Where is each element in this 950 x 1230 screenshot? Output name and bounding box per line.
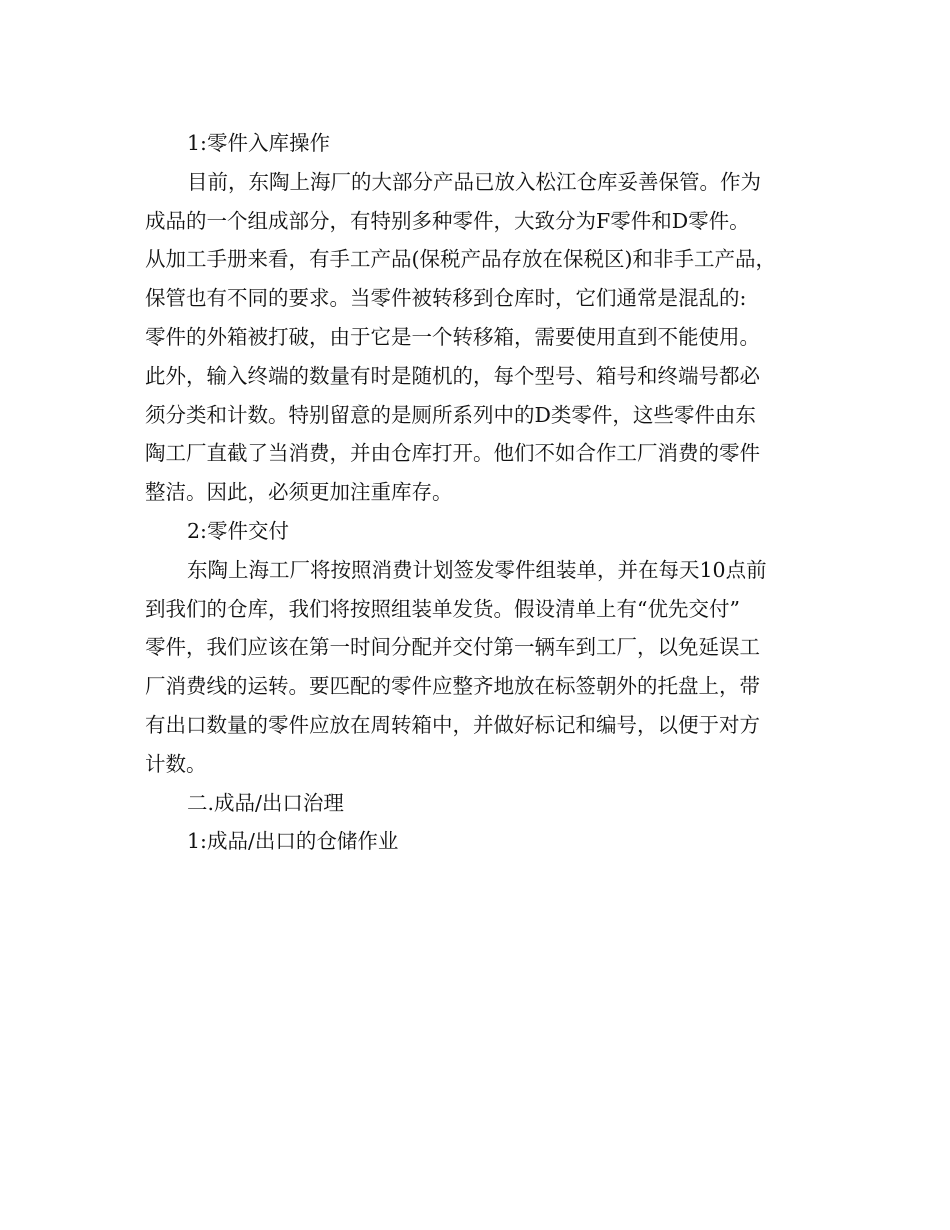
paragraph-line: 有出口数量的零件应放在周转箱中，并做好标记和编号，以便于对方 [145,712,760,737]
paragraph-line: 零件的外箱被打破，由于它是一个转移箱，需要使用直到不能使用。 [145,324,760,349]
paragraph-line: 保管也有不同的要求。当零件被转移到仓库时，它们通常是混乱的: [145,286,747,311]
paragraph-line: 到我们的仓库，我们将按照组装单发货。假设清单上有“优先交付” [145,596,740,621]
document-body [145,124,805,861]
paragraph-line: 成品的一个组成部分，有特别多种零件，大致分为F零件和D零件。 [145,208,750,233]
section-heading-finished-goods-management: 二.成品/出口治理 [187,790,344,815]
paragraph-line: 东陶上海工厂将按照消费计划签发零件组装单，并在每天10点前 [187,557,767,582]
paragraph-parts-warehousing [145,163,805,512]
paragraph-line: 从加工手册来看，有手工产品(保税产品存放在保税区)和非手工产品， [145,247,776,272]
paragraph-line: 此外，输入终端的数量有时是随机的，每个型号、箱号和终端号都必 [145,363,760,388]
paragraph-line: 整洁。因此，必须更加注重库存。 [145,480,453,505]
paragraph-line: 厂消费线的运转。要匹配的零件应整齐地放在标签朝外的托盘上，带 [145,674,760,699]
paragraph-line: 陶工厂直截了当消费，并由仓库打开。他们不如合作工厂消费的零件 [145,441,760,466]
paragraph-line: 目前，东陶上海厂的大部分产品已放入松江仓库妥善保管。作为 [187,169,761,194]
section-heading-parts-warehousing: 1:零件入库操作 [187,131,330,155]
paragraph-line: 计数。 [145,751,207,776]
paragraph-line: 须分类和计数。特别留意的是厕所系列中的D类零件，这些零件由东 [145,402,756,427]
section-heading-finished-goods-warehousing: 1:成品/出口的仓储作业 [187,829,399,854]
paragraph-line: 零件，我们应该在第一时间分配并交付第一辆车到工厂，以免延误工 [145,635,760,660]
section-heading-parts-delivery: 2:零件交付 [187,518,289,543]
paragraph-parts-delivery [145,551,805,784]
